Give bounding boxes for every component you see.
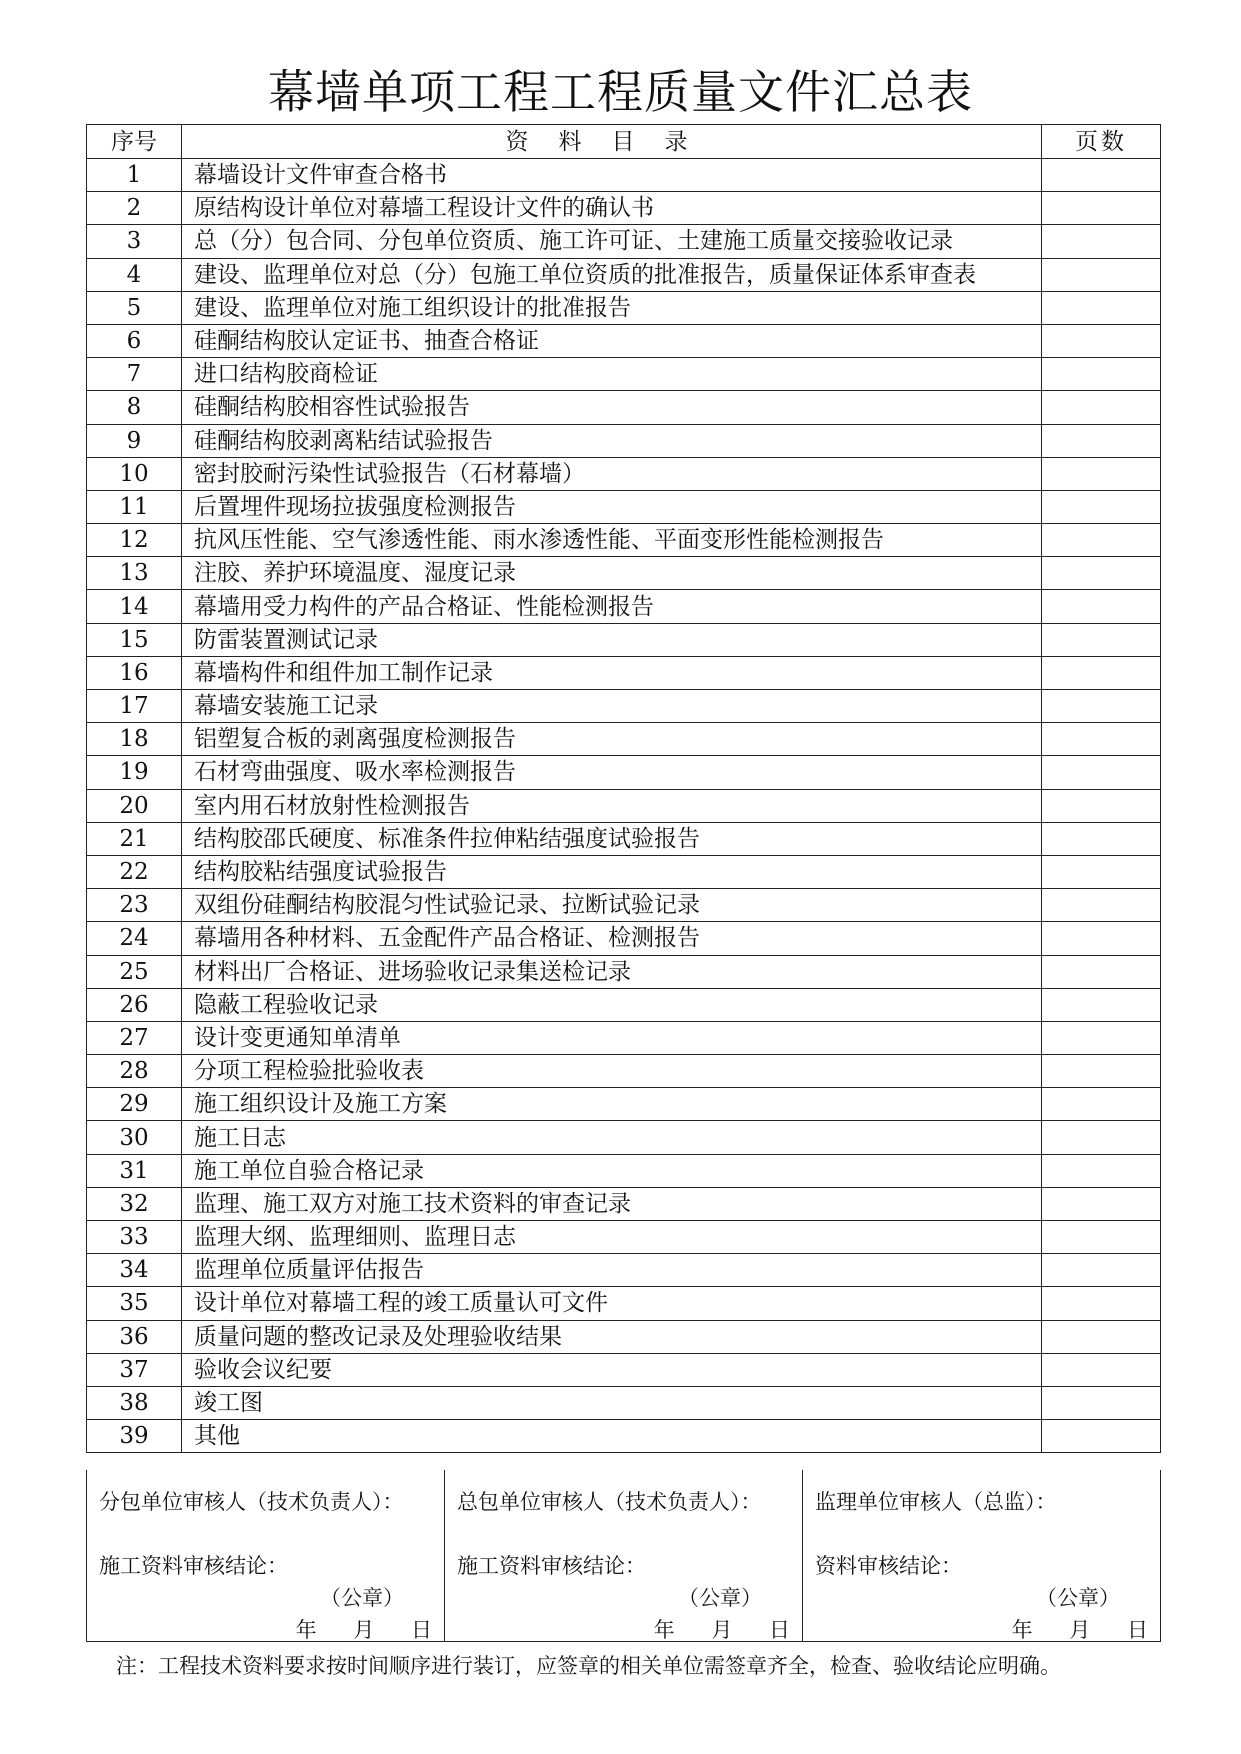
row-item: 幕墙用各种材料、五金配件产品合格证、检测报告 xyxy=(182,922,1042,955)
table-row xyxy=(87,557,1161,590)
row-pages xyxy=(1042,391,1161,424)
row-item: 建设、监理单位对施工组织设计的批准报告 xyxy=(182,291,1042,324)
row-num: 3 xyxy=(87,225,182,258)
footnote: 注：工程技术资料要求按时间顺序进行装订，应签章的相关单位需签章齐全，检查、验收结论应明确。 xyxy=(116,1654,1061,1678)
row-pages xyxy=(1042,656,1161,689)
table-row xyxy=(87,1353,1161,1386)
table-row xyxy=(87,855,1161,888)
table-row xyxy=(87,192,1161,225)
table-row xyxy=(87,258,1161,291)
row-pages xyxy=(1042,1386,1161,1419)
table-row xyxy=(87,291,1161,324)
date-label: 年 月 日 xyxy=(1011,1618,1148,1642)
table-row xyxy=(87,1420,1161,1453)
row-num: 30 xyxy=(87,1121,182,1154)
row-item: 结构胶邵氏硬度、标准条件拉伸粘结强度试验报告 xyxy=(182,822,1042,855)
row-pages xyxy=(1042,855,1161,888)
row-item: 监理大纲、监理细则、监理日志 xyxy=(182,1221,1042,1254)
seal-label: （公章） xyxy=(320,1586,404,1610)
seal-label: （公章） xyxy=(678,1586,762,1610)
row-num: 9 xyxy=(87,424,182,457)
row-num: 20 xyxy=(87,789,182,822)
row-item: 验收会议纪要 xyxy=(182,1353,1042,1386)
row-num: 8 xyxy=(87,391,182,424)
row-item: 后置埋件现场拉拔强度检测报告 xyxy=(182,490,1042,523)
row-num: 5 xyxy=(87,291,182,324)
row-num: 38 xyxy=(87,1386,182,1419)
table-row xyxy=(87,590,1161,623)
row-pages xyxy=(1042,1353,1161,1386)
table-row xyxy=(87,324,1161,357)
row-item: 双组份硅酮结构胶混匀性试验记录、拉断试验记录 xyxy=(182,889,1042,922)
row-item: 监理、施工双方对施工技术资料的审查记录 xyxy=(182,1187,1042,1220)
row-num: 15 xyxy=(87,623,182,656)
row-num: 13 xyxy=(87,557,182,590)
table-row xyxy=(87,922,1161,955)
row-num: 24 xyxy=(87,922,182,955)
row-item: 石材弯曲强度、吸水率检测报告 xyxy=(182,756,1042,789)
row-pages xyxy=(1042,1055,1161,1088)
table-row xyxy=(87,1287,1161,1320)
row-num: 27 xyxy=(87,1021,182,1054)
signature-cell-supervisor xyxy=(803,1470,1161,1642)
row-pages xyxy=(1042,524,1161,557)
row-item: 硅酮结构胶认定证书、抽查合格证 xyxy=(182,324,1042,357)
table-row xyxy=(87,457,1161,490)
row-item: 硅酮结构胶相容性试验报告 xyxy=(182,391,1042,424)
row-item: 建设、监理单位对总（分）包施工单位资质的批准报告，质量保证体系审查表 xyxy=(182,258,1042,291)
row-item: 幕墙设计文件审查合格书 xyxy=(182,159,1042,192)
row-num: 10 xyxy=(87,457,182,490)
table-row xyxy=(87,1055,1161,1088)
table-row xyxy=(87,988,1161,1021)
row-num: 22 xyxy=(87,855,182,888)
table-row xyxy=(87,391,1161,424)
row-num: 14 xyxy=(87,590,182,623)
conclusion-label: 施工资料审核结论： xyxy=(457,1554,646,1578)
row-num: 39 xyxy=(87,1420,182,1453)
table-row xyxy=(87,225,1161,258)
row-item: 幕墙构件和组件加工制作记录 xyxy=(182,656,1042,689)
table-row xyxy=(87,1320,1161,1353)
documents-table xyxy=(86,124,1161,1453)
row-num: 11 xyxy=(87,490,182,523)
row-item: 幕墙安装施工记录 xyxy=(182,690,1042,723)
row-pages xyxy=(1042,789,1161,822)
row-pages xyxy=(1042,1320,1161,1353)
row-num: 16 xyxy=(87,656,182,689)
row-pages xyxy=(1042,988,1161,1021)
row-item: 结构胶粘结强度试验报告 xyxy=(182,855,1042,888)
row-num: 7 xyxy=(87,358,182,391)
row-pages xyxy=(1042,192,1161,225)
row-num: 26 xyxy=(87,988,182,1021)
conclusion-label: 资料审核结论： xyxy=(815,1554,962,1578)
row-num: 6 xyxy=(87,324,182,357)
reviewer-label: 总包单位审核人（技术负责人）： xyxy=(457,1490,762,1514)
row-pages xyxy=(1042,1021,1161,1054)
table-row xyxy=(87,358,1161,391)
row-item: 其他 xyxy=(182,1420,1042,1453)
reviewer-label: 监理单位审核人（总监）： xyxy=(815,1490,1057,1514)
row-pages xyxy=(1042,756,1161,789)
row-item: 分项工程检验批验收表 xyxy=(182,1055,1042,1088)
row-item: 施工组织设计及施工方案 xyxy=(182,1088,1042,1121)
row-pages xyxy=(1042,1221,1161,1254)
row-num: 21 xyxy=(87,822,182,855)
row-pages xyxy=(1042,889,1161,922)
row-pages xyxy=(1042,723,1161,756)
row-num: 33 xyxy=(87,1221,182,1254)
row-item: 总（分）包合同、分包单位资质、施工许可证、土建施工质量交接验收记录 xyxy=(182,225,1042,258)
table-row xyxy=(87,1121,1161,1154)
header-item: 资料目录 xyxy=(182,125,1042,159)
row-pages xyxy=(1042,424,1161,457)
row-pages xyxy=(1042,358,1161,391)
header-pages: 页数 xyxy=(1042,125,1161,159)
table-row xyxy=(87,656,1161,689)
table-row xyxy=(87,159,1161,192)
row-pages xyxy=(1042,955,1161,988)
row-item: 室内用石材放射性检测报告 xyxy=(182,789,1042,822)
row-pages xyxy=(1042,258,1161,291)
row-num: 25 xyxy=(87,955,182,988)
table-row xyxy=(87,955,1161,988)
table-row xyxy=(87,1187,1161,1220)
row-item: 设计变更通知单清单 xyxy=(182,1021,1042,1054)
row-pages xyxy=(1042,457,1161,490)
table-row xyxy=(87,1088,1161,1121)
header-num: 序号 xyxy=(87,125,182,159)
row-pages xyxy=(1042,1088,1161,1121)
row-pages xyxy=(1042,623,1161,656)
row-num: 1 xyxy=(87,159,182,192)
table-row xyxy=(87,889,1161,922)
table-row xyxy=(87,789,1161,822)
row-item: 材料出厂合格证、进场验收记录集送检记录 xyxy=(182,955,1042,988)
row-item: 施工日志 xyxy=(182,1121,1042,1154)
row-num: 28 xyxy=(87,1055,182,1088)
table-row xyxy=(87,756,1161,789)
row-num: 17 xyxy=(87,690,182,723)
signature-cell-general-contractor xyxy=(445,1470,803,1642)
row-pages xyxy=(1042,1254,1161,1287)
table-row xyxy=(87,690,1161,723)
row-pages xyxy=(1042,291,1161,324)
row-num: 31 xyxy=(87,1154,182,1187)
row-num: 2 xyxy=(87,192,182,225)
row-num: 29 xyxy=(87,1088,182,1121)
row-pages xyxy=(1042,590,1161,623)
row-item: 进口结构胶商检证 xyxy=(182,358,1042,391)
row-num: 23 xyxy=(87,889,182,922)
row-num: 18 xyxy=(87,723,182,756)
table-row xyxy=(87,490,1161,523)
row-item: 抗风压性能、空气渗透性能、雨水渗透性能、平面变形性能检测报告 xyxy=(182,524,1042,557)
row-item: 硅酮结构胶剥离粘结试验报告 xyxy=(182,424,1042,457)
row-item: 原结构设计单位对幕墙工程设计文件的确认书 xyxy=(182,192,1042,225)
table-row xyxy=(87,524,1161,557)
row-pages xyxy=(1042,1187,1161,1220)
row-pages xyxy=(1042,690,1161,723)
table-header-row xyxy=(87,125,1161,159)
row-num: 35 xyxy=(87,1287,182,1320)
row-item: 隐蔽工程验收记录 xyxy=(182,988,1042,1021)
table-row xyxy=(87,623,1161,656)
row-num: 19 xyxy=(87,756,182,789)
row-pages xyxy=(1042,1420,1161,1453)
reviewer-label: 分包单位审核人（技术负责人）： xyxy=(99,1490,404,1514)
table-row xyxy=(87,822,1161,855)
table-row xyxy=(87,1254,1161,1287)
row-pages xyxy=(1042,225,1161,258)
row-item: 竣工图 xyxy=(182,1386,1042,1419)
row-pages xyxy=(1042,159,1161,192)
conclusion-label: 施工资料审核结论： xyxy=(99,1554,288,1578)
row-item: 注胶、养护环境温度、湿度记录 xyxy=(182,557,1042,590)
row-item: 监理单位质量评估报告 xyxy=(182,1254,1042,1287)
row-item: 施工单位自验合格记录 xyxy=(182,1154,1042,1187)
signature-cell-subcontractor xyxy=(87,1470,445,1642)
seal-label: （公章） xyxy=(1036,1586,1120,1610)
row-pages xyxy=(1042,557,1161,590)
row-item: 密封胶耐污染性试验报告（石材幕墙） xyxy=(182,457,1042,490)
row-num: 32 xyxy=(87,1187,182,1220)
row-num: 12 xyxy=(87,524,182,557)
date-label: 年 月 日 xyxy=(295,1618,432,1642)
row-pages xyxy=(1042,922,1161,955)
table-row xyxy=(87,1154,1161,1187)
row-pages xyxy=(1042,490,1161,523)
table-row xyxy=(87,723,1161,756)
row-item: 铝塑复合板的剥离强度检测报告 xyxy=(182,723,1042,756)
row-num: 37 xyxy=(87,1353,182,1386)
row-item: 防雷装置测试记录 xyxy=(182,623,1042,656)
row-item: 幕墙用受力构件的产品合格证、性能检测报告 xyxy=(182,590,1042,623)
signature-table xyxy=(86,1470,1161,1642)
row-item: 设计单位对幕墙工程的竣工质量认可文件 xyxy=(182,1287,1042,1320)
row-num: 4 xyxy=(87,258,182,291)
table-row xyxy=(87,424,1161,457)
document-title: 幕墙单项工程工程质量文件汇总表 xyxy=(268,65,973,119)
row-num: 34 xyxy=(87,1254,182,1287)
date-label: 年 月 日 xyxy=(653,1618,790,1642)
row-pages xyxy=(1042,822,1161,855)
table-row xyxy=(87,1021,1161,1054)
row-pages xyxy=(1042,324,1161,357)
table-row xyxy=(87,1386,1161,1419)
row-num: 36 xyxy=(87,1320,182,1353)
row-pages xyxy=(1042,1121,1161,1154)
table-row xyxy=(87,1221,1161,1254)
row-pages xyxy=(1042,1287,1161,1320)
row-item: 质量问题的整改记录及处理验收结果 xyxy=(182,1320,1042,1353)
row-pages xyxy=(1042,1154,1161,1187)
